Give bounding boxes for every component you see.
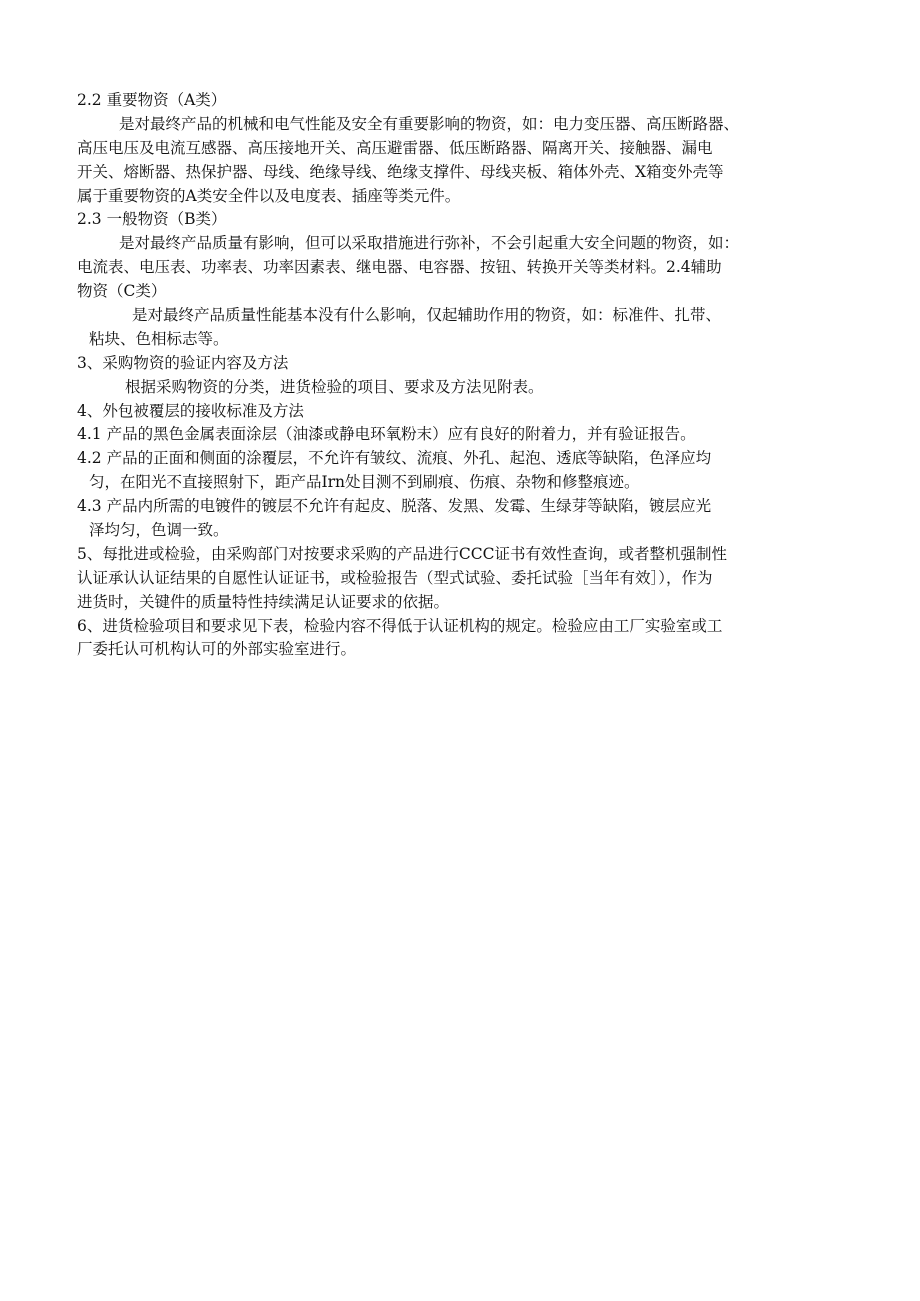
paragraph-line: 粘块、色相标志等。 — [89, 329, 229, 348]
paragraph-line: 是对最终产品质量性能基本没有什么影响，仅起辅助作用的物资，如：标准件、扎带、 — [132, 306, 722, 325]
paragraph-line: 属于重要物资的A类安全件以及电度表、插座等类元件。 — [77, 186, 461, 205]
paragraph-line: 5、每批进或检验，由采购部门对按要求采购的产品进行CCC证书有效性查询，或者整机强制性 — [77, 544, 727, 563]
section-heading-3: 3、采购物资的验证内容及方法 — [77, 353, 289, 372]
paragraph-line: 是对最终产品质量有影响，但可以采取措施进行弥补，不会引起重大安全问题的物资，如： — [119, 234, 740, 253]
paragraph-line: 物资（C类） — [77, 282, 167, 301]
paragraph-line: 4.1 产品的黑色金属表面涂层（油漆或静电环氧粉末）应有良好的附着力，并有验证报告。 — [77, 425, 696, 444]
paragraph-line: 根据采购物资的分类，进货检验的项目、要求及方法见附表。 — [125, 377, 544, 396]
section-heading-2-3: 2.3 一般物资（B类） — [77, 210, 227, 229]
paragraph-line: 是对最终产品的机械和电气性能及安全有重要影响的物资，如：电力变压器、高压断路器、 — [119, 114, 740, 133]
paragraph-line: 进货时，关键件的质量特性持续满足认证要求的依据。 — [77, 592, 450, 611]
document-body — [77, 89, 857, 662]
paragraph-line: 厂委托认可机构认可的外部实验室进行。 — [77, 640, 357, 659]
paragraph-line: 开关、熔断器、热保护器、母线、绝缘导线、绝缘支撑件、母线夹板、箱体外壳、X箱变外壳等 — [77, 162, 724, 181]
section-heading-4: 4、外包被覆层的接收标准及方法 — [77, 401, 304, 420]
paragraph-line: 认证承认认证结果的自愿性认证证书，或检验报告（型式试验、委托试验［当年有效］），作为 — [77, 568, 713, 587]
paragraph-line: 匀，在阳光不直接照射下，距产品Irn处目测不到刷痕、伤痕、杂物和修整痕迹。 — [89, 473, 640, 492]
paragraph-line: 4.2 产品的正面和侧面的涂覆层，不允许有皱纹、流痕、外孔、起泡、透底等缺陷，色泽应均 — [77, 449, 712, 468]
section-heading-2-2: 2.2 重要物资（A类） — [77, 91, 227, 109]
paragraph-line: 4.3 产品内所需的电镀件的镀层不允许有起皮、脱落、发黑、发霉、生绿芽等缺陷，镀层应光 — [77, 497, 712, 516]
paragraph-line: 6、进货检验项目和要求见下表，检验内容不得低于认证机构的规定。检验应由工厂实验室或工 — [77, 616, 723, 635]
paragraph-line: 电流表、电压表、功率表、功率因素表、继电器、电容器、按钮、转换开关等类材料。2.4辅助 — [77, 258, 722, 277]
paragraph-line: 泽均匀，色调一致。 — [89, 521, 229, 540]
paragraph-line: 高压电压及电流互感器、高压接地开关、高压避雷器、低压断路器、隔离开关、接触器、漏电 — [77, 138, 713, 157]
